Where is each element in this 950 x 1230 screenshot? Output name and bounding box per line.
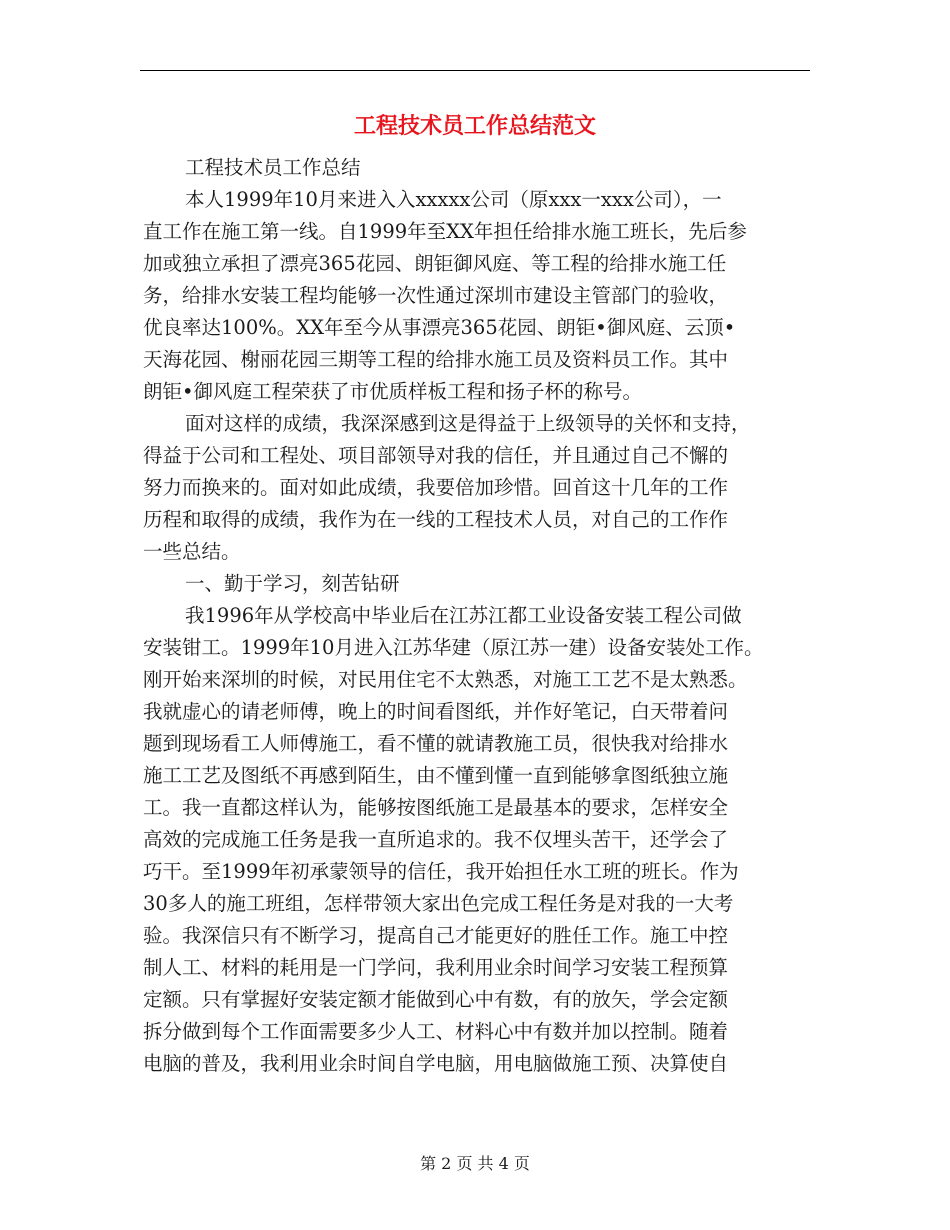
body-line: 高效的完成施工任务是我一直所追求的。我不仅埋头苦干，还学会了 [143,828,729,851]
page-number: 第 2 页 共 4 页 [420,1154,530,1173]
body-line: 施工工艺及图纸不再感到陌生，由不懂到懂一直到能够拿图纸独立施 [143,764,729,787]
body-line: 定额。只有掌握好安装定额才能做到心中有数，有的放矢，学会定额 [143,988,729,1011]
body-line: 我就虚心的请老师傅，晚上的时间看图纸，并作好笔记，白天带着问 [143,700,729,723]
body-line: 朗钜•御风庭工程荣获了市优质样板工程和扬子杯的称号。 [143,380,643,403]
body-line: 巧干。至1999年初承蒙领导的信任，我开始担任水工班的班长。作为 [143,860,739,883]
body-line: 拆分做到每个工作面需要多少人工、材料心中有数并加以控制。随着 [143,1020,729,1043]
body-line: 工。我一直都这样认为，能够按图纸施工是最基本的要求，怎样安全 [143,796,729,819]
body-line: 我1996年从学校高中毕业后在江苏江都工业设备安装工程公司做 [185,604,742,627]
body-line: 优良率达100%。XX年至今从事漂亮365花园、朗钜•御风庭、云顶• [143,316,736,339]
body-line: 努力而换来的。面对如此成绩，我要倍加珍惜。回首这十几年的工作 [143,476,729,499]
body-line: 直工作在施工第一线。自1999年至XX年担任给排水施工班长，先后参 [143,220,747,243]
body-line: 安装钳工。1999年10月进入江苏华建（原江苏一建）设备安装处工作。 [143,636,764,659]
body-line: 刚开始来深圳的时候，对民用住宅不太熟悉，对施工工艺不是太熟悉。 [143,668,748,691]
body-line: 电脑的普及，我利用业余时间自学电脑，用电脑做施工预、决算使自 [143,1052,729,1075]
body-line: 一些总结。 [143,540,241,563]
section-heading: 一、勤于学习，刻苦钻研 [185,572,400,595]
body-line: 历程和取得的成绩，我作为在一线的工程技术人员，对自己的工作作 [143,508,729,531]
body-line: 本人1999年10月来进入入xxxxx公司（原xxx一xxx公司），一 [185,188,722,211]
document-body [143,152,815,1080]
body-line: 得益于公司和工程处、项目部领导对我的信任，并且通过自己不懈的 [143,444,729,467]
body-line: 制人工、材料的耗用是一门学问，我利用业余时间学习安装工程预算 [143,956,729,979]
body-line: 加或独立承担了漂亮365花园、朗钜御风庭、等工程的给排水施工任 [143,252,727,275]
body-line: 务，给排水安装工程均能够一次性通过深圳市建设主管部门的验收， [143,284,729,307]
body-line: 天海花园、榭丽花园三期等工程的给排水施工员及资料员工作。其中 [143,348,729,371]
document-title: 工程技术员工作总结范文 [353,113,596,139]
header-rule [140,70,810,71]
body-line: 题到现场看工人师傅施工，看不懂的就请教施工员，很快我对给排水 [143,732,729,755]
body-line: 验。我深信只有不断学习，提高自己才能更好的胜任工作。施工中控 [143,924,729,947]
body-line: 面对这样的成绩，我深深感到这是得益于上级领导的关怀和支持， [185,412,751,435]
body-line: 工程技术员工作总结 [185,156,361,179]
body-line: 30多人的施工班组，怎样带领大家出色完成工程任务是对我的一大考 [143,892,734,915]
